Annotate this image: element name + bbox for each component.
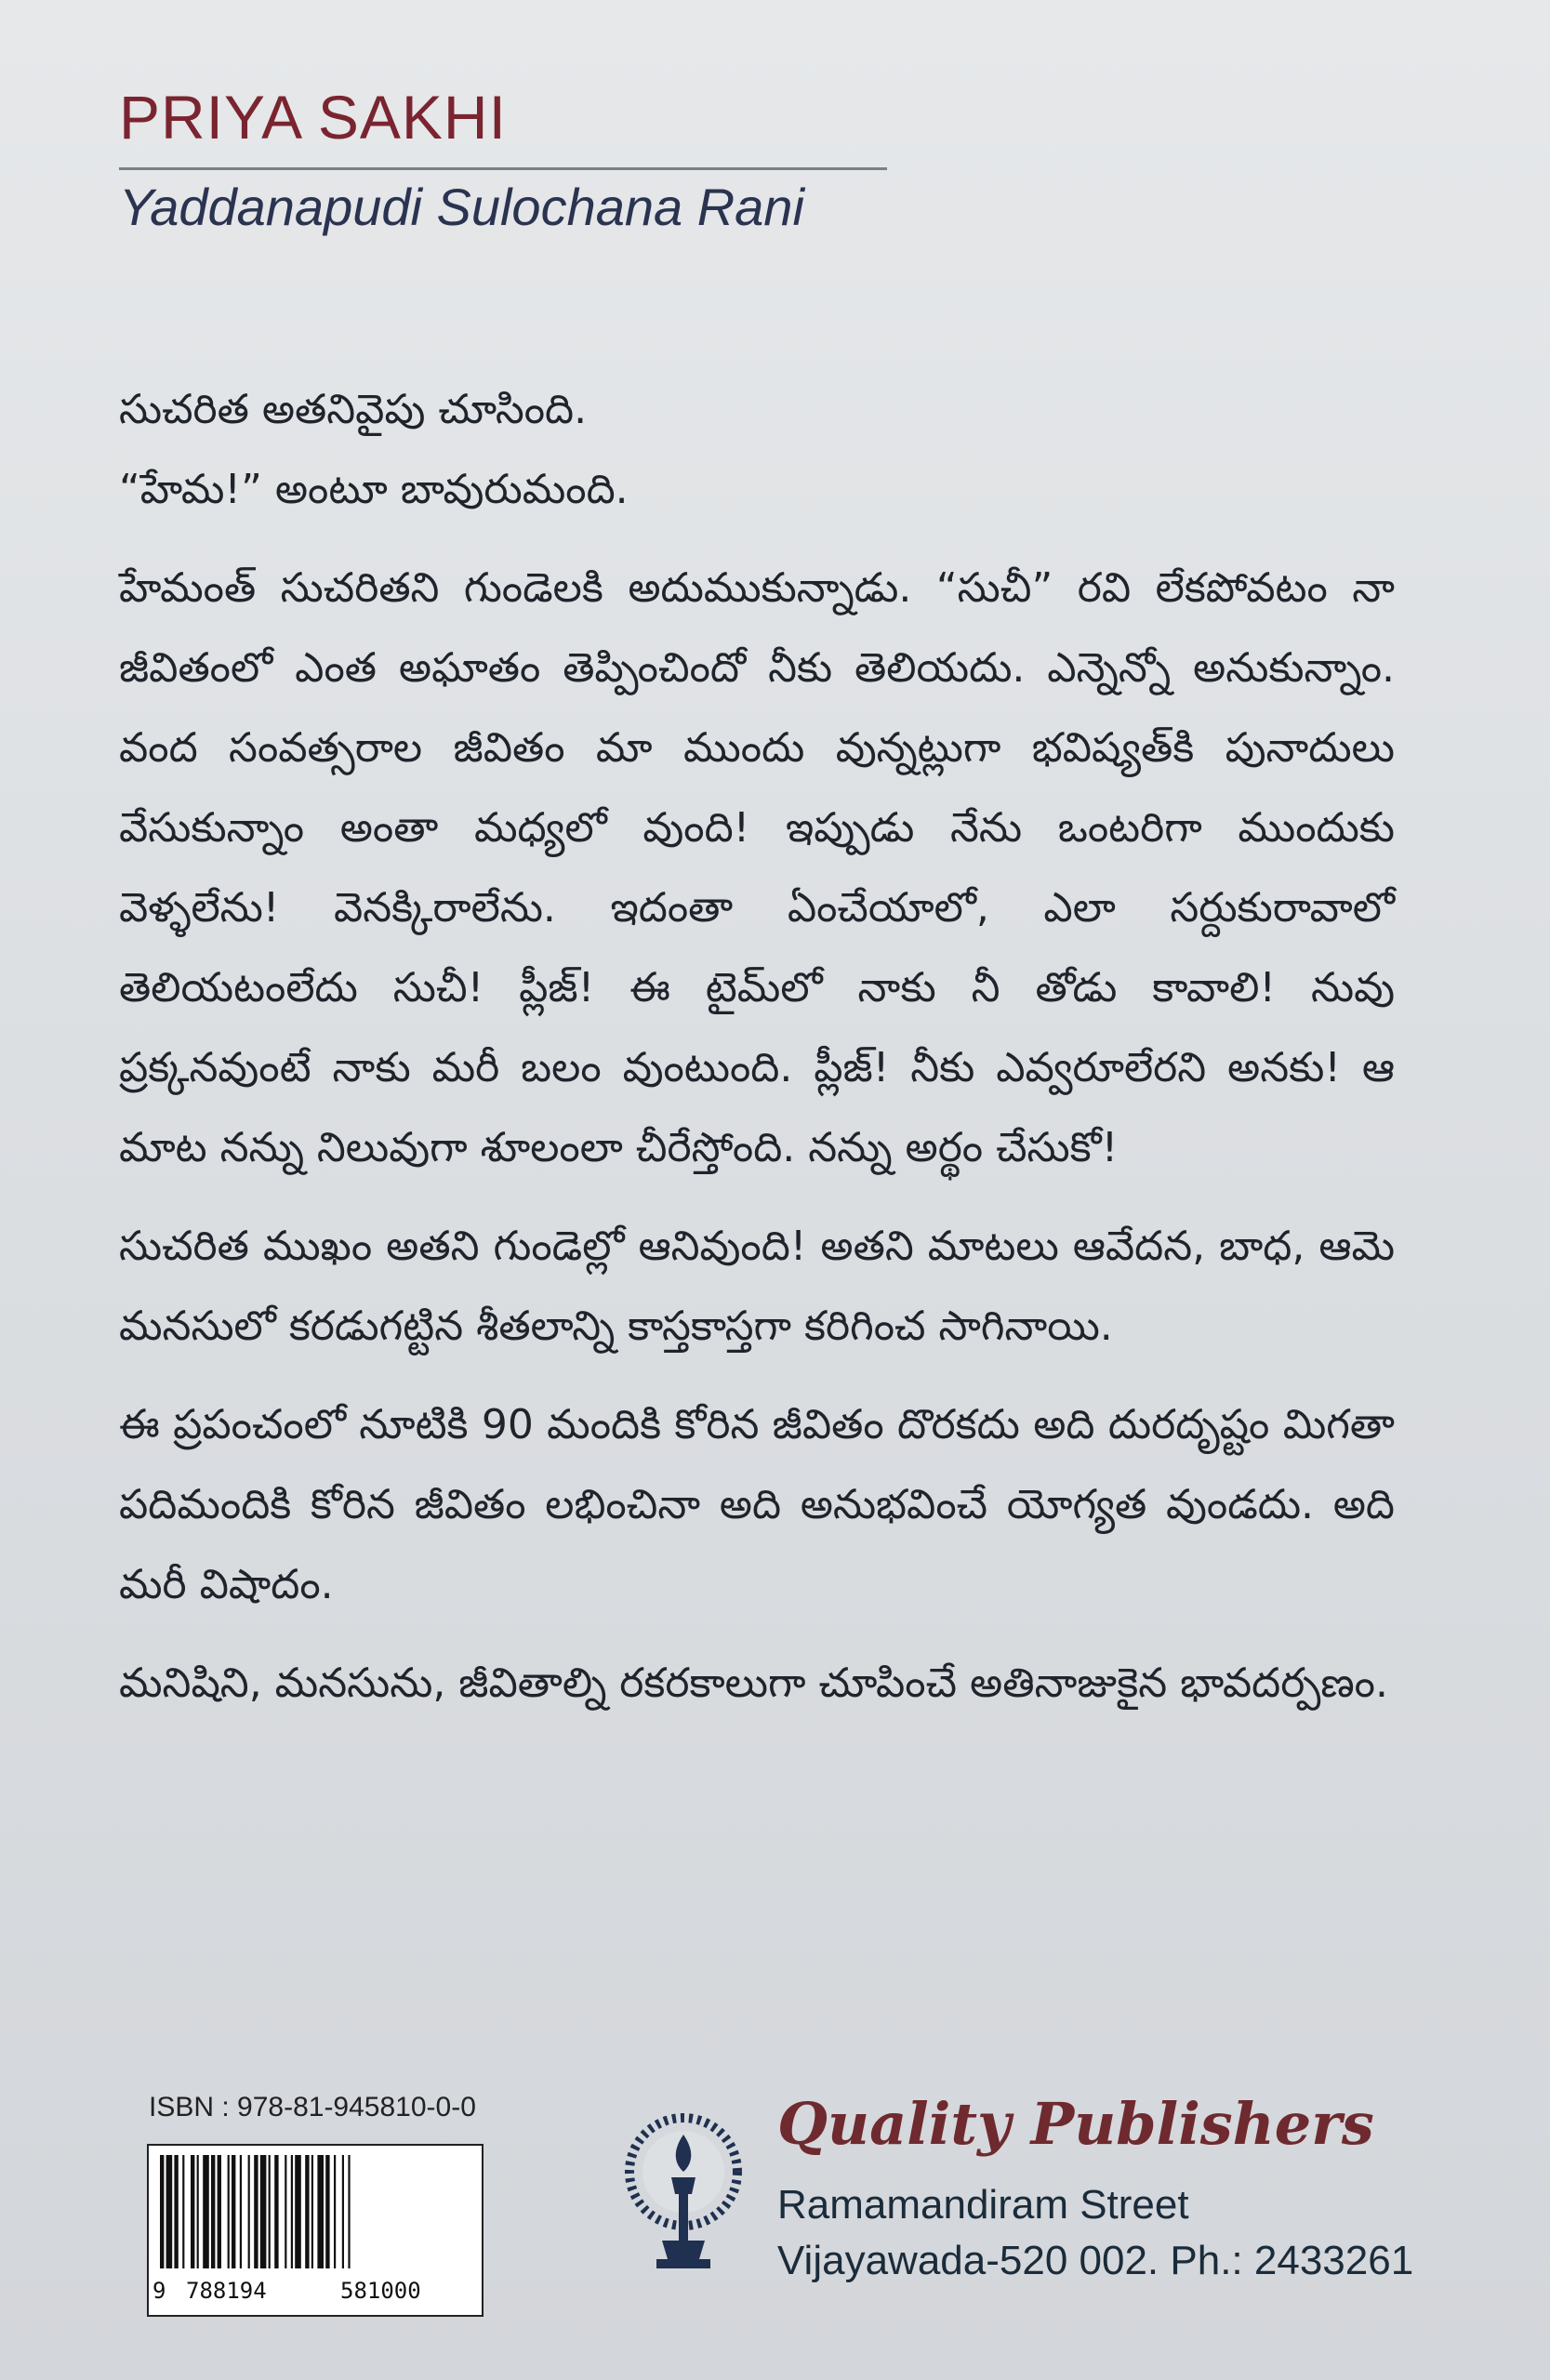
blurb-paragraph: ఈ ప్రపంచంలో నూటికి 90 మందికి కోరిన జీవితం దొరకదు అది దురదృష్టం మిగతా పదిమందికి కోరిన జీవితం లభించినా అది అనుభవించే యోగ్యత వుండదు. అది మరీ విషాదం. (119, 1401, 1395, 1608)
author-name: Yaddanapudi Sulochana Rani (119, 178, 804, 236)
publisher-city-phone: Vijayawada-520 002. Ph.: 2433261 (777, 2238, 1414, 2283)
blurb-paragraph: సుచరిత అతనివైపు చూసింది. (119, 386, 588, 433)
blurb-paragraph: సుచరిత ముఖం అతని గుండెల్లో ఆనివుంది! అతని మాటలు ఆవేదన, బాధ, ఆమె మనసులో కరడుగట్టిన శీతలాన్ని కాస్తకాస్తగా కరిగించ సాగినాయి. (119, 1223, 1395, 1350)
publisher-address (777, 2177, 1413, 2289)
barcode-digits-left: 788194 (186, 2278, 267, 2304)
barcode-bars-icon (160, 2155, 470, 2276)
lamp-logo-icon (614, 2110, 753, 2291)
barcode-digits-right: 581000 (340, 2278, 421, 2304)
blurb-paragraph: మనిషిని, మనసును, జీవితాల్ని రకరకాలుగా చూపించే అతినాజుకైన భావదర్పణం. (119, 1659, 1388, 1707)
publisher-street: Ramamandiram Street (777, 2182, 1189, 2228)
blurb-paragraph: హేమంత్ సుచరితని గుండెలకి అదుముకున్నాడు. “సుచీ” రవి లేకపోవటం నా జీవితంలో ఎంత అఘాతం తెప్పించిందో నీకు తెలియదు. ఎన్నెన్నో అనుకున్నాం. వంద సంవత్సరాల జీవితం మా ముందు వున్నట్లుగా భవిష్యత్‌కి పునాదులు వేసుకున్నాం అంతా మధ్యలో వుంది! ఇప్పుడు నేను ఒంటరిగా ముందుకు వెళ్ళలేను! వెనక్కిరాలేను. ఇదంతా ఏంచేయాలో, ఎలా సర్దుకురావాలో తెలియటంలేదు సుచీ! ప్లీజ్! ఈ టైమ్‌లో నాకు నీ తోడు కావాలి! నువు ప్రక్కనవుంటే నాకు మరీ బలం వుంటుంది. ప్లీజ్! నీకు ఎవ్వరూలేరని అనకు! ఆ మాట నన్ను నిలువుగా శూలంలా చీరేస్తోంది. నన్ను అర్థం చేసుకో! (119, 564, 1395, 1171)
publisher-name: Quality Publishers (777, 2090, 1374, 2158)
title-divider (119, 167, 887, 170)
blurb-paragraph: “హేమ!” అంటూ బావురుమంది. (119, 466, 629, 513)
isbn-label: ISBN : 978-81-945810-0-0 (149, 2092, 476, 2122)
book-title: PRIYA SAKHI (119, 83, 507, 152)
barcode-digit-prefix: 9 (152, 2278, 166, 2304)
isbn-barcode (147, 2144, 484, 2317)
blurb-text (119, 370, 1395, 1742)
